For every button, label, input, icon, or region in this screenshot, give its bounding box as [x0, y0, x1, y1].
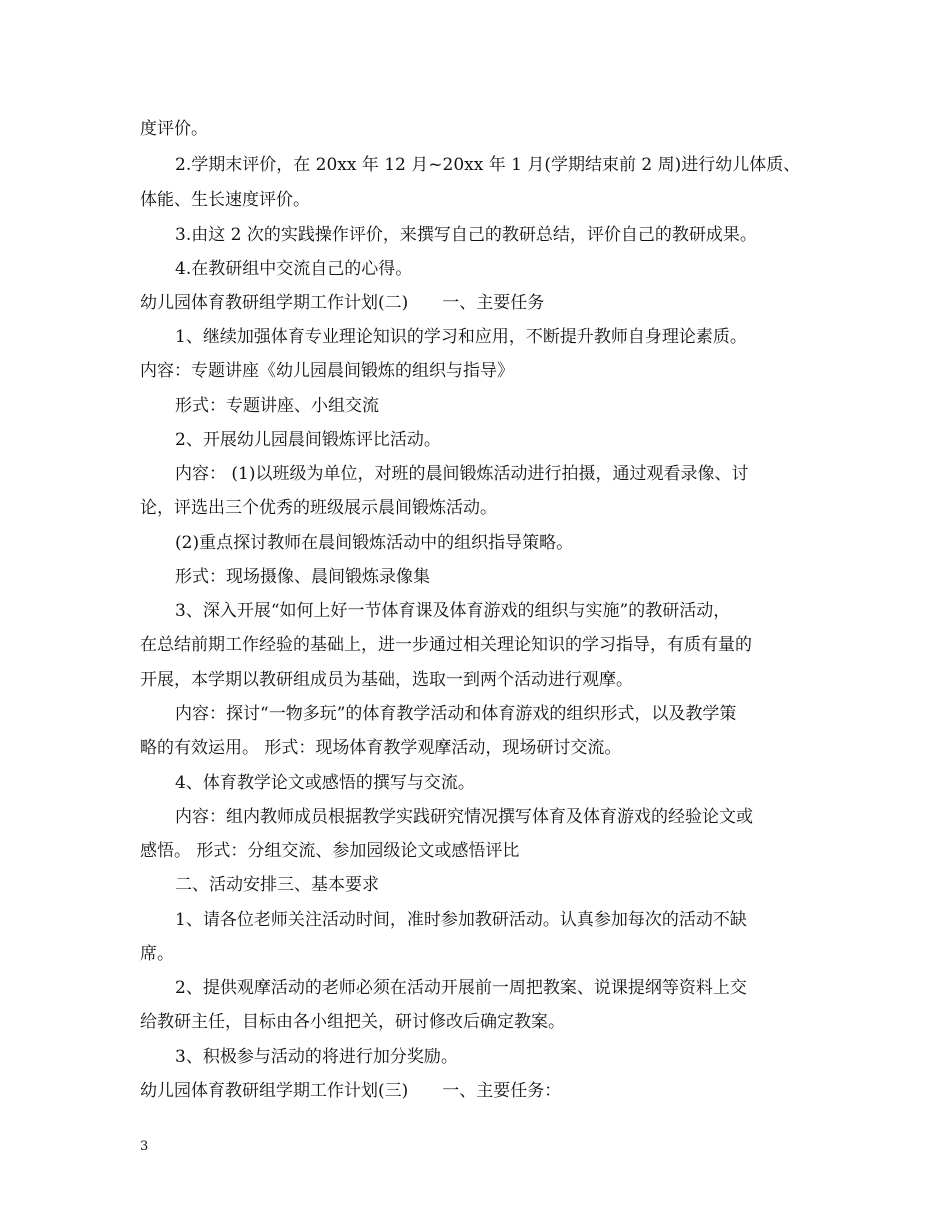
text-line: 内容： (1)以班级为单位，对班的晨间锻炼活动进行拍摄，通过观看录像、讨	[175, 464, 749, 484]
text-line: 开展，本学期以教研组成员为基础，选取一到两个活动进行观摩。	[140, 670, 633, 690]
text-line: 1、请各位老师关注活动时间，准时参加教研活动。认真参加每次的活动不缺	[175, 910, 747, 930]
text-line: 在总结前期工作经验的基础上，进一步通过相关理论知识的学习指导，有质有量的	[140, 635, 752, 655]
text-line: 2.学期末评价，在 20xx 年 12 月~20xx 年 1 月(学期结束前 2 周)进行幼儿体质、	[175, 155, 801, 175]
text-line: 内容：组内教师成员根据教学实践研究情况撰写体育及体育游戏的经验论文或	[175, 807, 753, 827]
text-line: 形式：专题讲座、小组交流	[175, 396, 379, 416]
text-line: 4、体育教学论文或感悟的撰写与交流。	[175, 773, 475, 793]
text-line: 给教研主任，目标由各小组把关，研讨修改后确定教案。	[140, 1012, 565, 1032]
text-line: 3、积极参与活动的将进行加分奖励。	[175, 1047, 458, 1067]
text-line: 3、深入开展“如何上好一节体育课及体育游戏的组织与实施”的教研活动，	[175, 601, 731, 621]
page-number: 3	[140, 1139, 149, 1154]
section-heading: 幼儿园体育教研组学期工作计划(三) 一、主要任务：	[140, 1081, 562, 1101]
text-line: 形式：现场摄像、晨间锻炼录像集	[175, 567, 430, 587]
text-line: 2、提供观摩活动的老师必须在活动开展前一周把教案、说课提纲等资料上交	[175, 978, 747, 998]
text-line: 4.在教研组中交流自己的心得。	[175, 259, 413, 279]
text-line: 1、继续加强体育专业理论知识的学习和应用，不断提升教师自身理论素质。	[175, 327, 747, 347]
text-line: 度评价。	[140, 119, 208, 139]
text-line: 席。	[140, 944, 174, 964]
text-line: 2、开展幼儿园晨间锻炼评比活动。	[175, 430, 441, 450]
text-line: 体能、生长速度评价。	[140, 190, 310, 210]
text-line: 论，评选出三个优秀的班级展示晨间锻炼活动。	[140, 498, 497, 518]
text-line: 内容：专题讲座《幼儿园晨间锻炼的组织与指导》	[140, 361, 514, 381]
text-line: (2)重点探讨教师在晨间锻炼活动中的组织指导策略。	[175, 533, 574, 553]
text-line: 3.由这 2 次的实践操作评价，来撰写自己的教研总结，评价自己的教研成果。	[175, 225, 757, 245]
text-line: 二、活动安排三、基本要求	[175, 875, 379, 895]
text-line: 略的有效运用。 形式：现场体育教学观摩活动，现场研讨交流。	[140, 738, 622, 758]
section-heading: 幼儿园体育教研组学期工作计划(二) 一、主要任务	[140, 293, 545, 313]
text-line: 内容：探讨“一物多玩”的体育教学活动和体育游戏的组织形式，以及教学策	[175, 704, 737, 724]
text-line: 感悟。 形式：分组交流、参加园级论文或感悟评比	[140, 841, 520, 861]
